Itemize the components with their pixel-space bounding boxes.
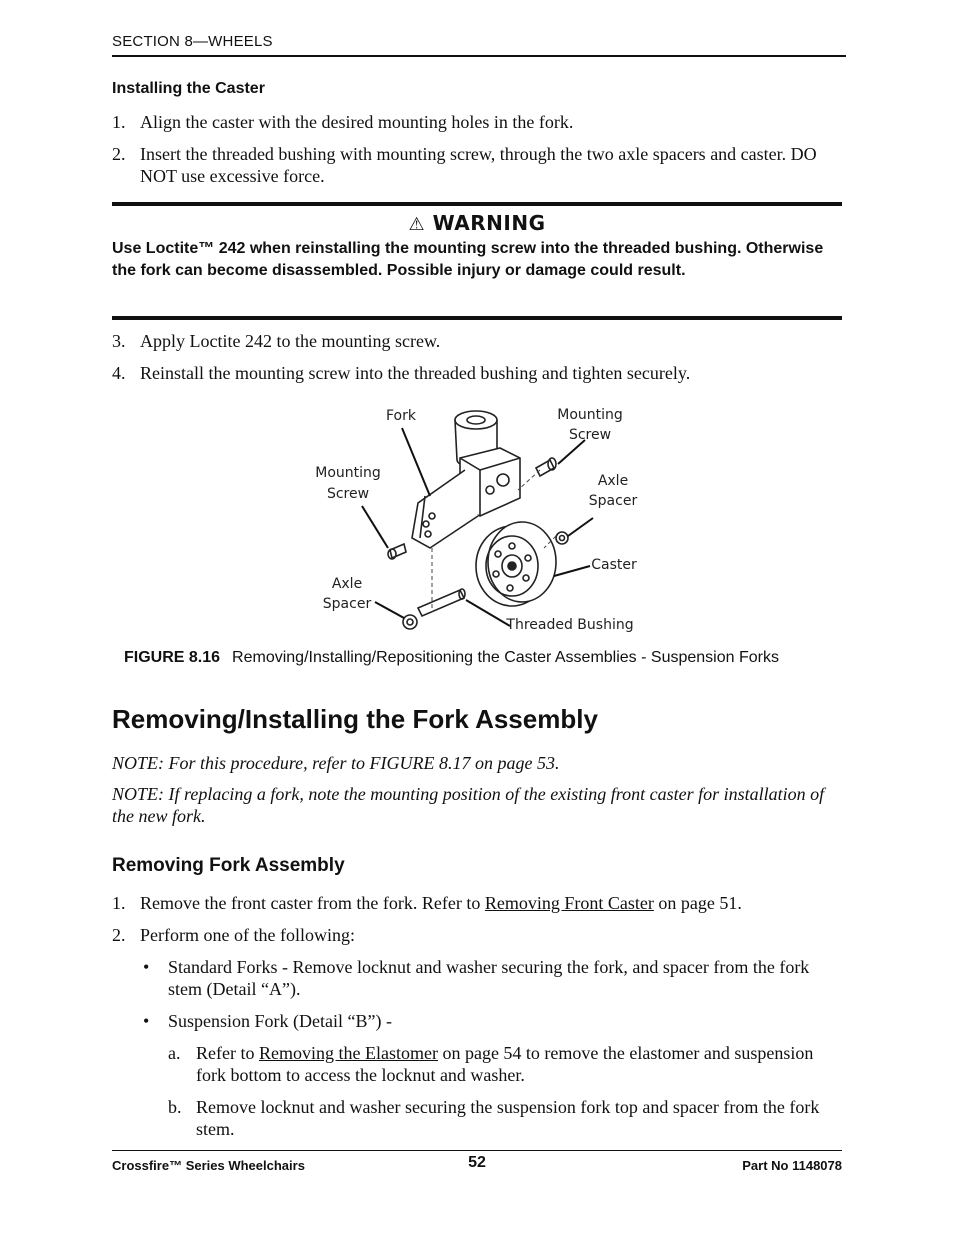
figure-caption-text: Removing/Installing/Repositioning the Caster Assemblies - Suspension Forks bbox=[232, 649, 779, 666]
warning-bottom-rule bbox=[112, 316, 842, 320]
step-4-text: Reinstall the mounting screw into the threaded bushing and tighten securely. bbox=[140, 363, 691, 383]
step-2-number: 2. bbox=[112, 144, 126, 164]
label-axle-spacer-left-line2: Spacer bbox=[322, 596, 372, 612]
footer-rule bbox=[112, 1150, 842, 1151]
bullet-1-marker: • bbox=[143, 957, 150, 977]
step-1-text: Align the caster with the desired mounting holes in the fork. bbox=[140, 112, 574, 132]
sub-a-pre: Refer to bbox=[196, 1043, 259, 1063]
sub-a-text bbox=[196, 1042, 840, 1086]
header-rule bbox=[112, 55, 846, 57]
figure-number: FIGURE 8.16 bbox=[124, 649, 221, 666]
label-fork: Fork bbox=[386, 408, 416, 424]
bullet-1-text: Standard Forks - Remove locknut and washer securing the fork, and spacer from the fork stem (Detail “A”). bbox=[168, 957, 810, 999]
label-axle-spacer-right-line1: Axle bbox=[597, 473, 629, 489]
footer-part-number: Part No 1148078 bbox=[742, 1158, 842, 1173]
sub-a-post: on page 54 to remove the elastomer and suspension fork bottom to access the locknut and washer. bbox=[196, 1043, 814, 1085]
label-threaded-bushing: Threaded Bushing bbox=[506, 617, 634, 633]
step-4-number: 4. bbox=[112, 363, 126, 383]
warning-title: WARNING bbox=[432, 211, 546, 235]
bullet-2-text: Suspension Fork (Detail “B”) - bbox=[168, 1011, 392, 1031]
warning-icon: ⚠ bbox=[408, 214, 426, 235]
label-axle-spacer-right-line2: Spacer bbox=[588, 493, 638, 509]
note-1: NOTE: For this procedure, refer to FIGURE 8.17 on page 53. bbox=[112, 753, 560, 773]
label-mounting-screw-top-line1: Mounting bbox=[557, 407, 623, 423]
warning-top-rule bbox=[112, 202, 842, 206]
footer-product: Crossfire™ Series Wheelchairs bbox=[112, 1158, 305, 1173]
remove-step-1-text bbox=[140, 892, 840, 914]
fork-assembly-title: Removing/Installing the Fork Assembly bbox=[112, 704, 598, 734]
removing-fork-heading: Removing Fork Assembly bbox=[112, 855, 345, 876]
remove-step-1-pre: Remove the front caster from the fork. Refer to bbox=[140, 893, 485, 913]
label-mounting-screw-left-line1: Mounting bbox=[315, 465, 381, 481]
label-mounting-screw-left-line2: Screw bbox=[326, 486, 370, 502]
step-3-number: 3. bbox=[112, 331, 126, 351]
step-1-number: 1. bbox=[112, 112, 126, 132]
page-number: 52 bbox=[468, 1154, 486, 1171]
figure-caption bbox=[124, 649, 844, 667]
remove-step-2-text: Perform one of the following: bbox=[140, 925, 355, 945]
sub-b-text: Remove locknut and washer securing the suspension fork top and spacer from the fork stem. bbox=[196, 1097, 820, 1139]
remove-step-2-number: 2. bbox=[112, 925, 126, 945]
remove-step-1-number: 1. bbox=[112, 893, 126, 913]
remove-step-1-post: on page 51. bbox=[653, 893, 742, 913]
label-axle-spacer-left-line1: Axle bbox=[331, 576, 363, 592]
note-2: NOTE: If replacing a fork, note the mounting position of the existing front caster for installation of the new fork. bbox=[112, 784, 825, 826]
bullet-2-marker: • bbox=[143, 1011, 150, 1031]
sub-b-label: b. bbox=[168, 1097, 182, 1117]
step-3-text: Apply Loctite 242 to the mounting screw. bbox=[140, 331, 441, 351]
label-caster: Caster bbox=[591, 557, 637, 573]
removing-elastomer-link[interactable]: Removing the Elastomer bbox=[258, 1043, 438, 1063]
removing-front-caster-link[interactable]: Removing Front Caster bbox=[484, 893, 654, 913]
installing-caster-heading: Installing the Caster bbox=[112, 80, 265, 97]
label-mounting-screw-top-line2: Screw bbox=[568, 427, 612, 443]
warning-title-row bbox=[112, 211, 842, 235]
section-header: SECTION 8—WHEELS bbox=[112, 33, 273, 50]
step-2-text: Insert the threaded bushing with mounting screw, through the two axle spacers and caster. DO NOT use excessive force. bbox=[140, 144, 817, 186]
warning-body: Use Loctite™ 242 when reinstalling the mounting screw into the threaded bushing. Otherwise the fork can become disassembled. Possible injury or damage could result. bbox=[112, 240, 824, 279]
sub-a-label: a. bbox=[168, 1043, 181, 1063]
